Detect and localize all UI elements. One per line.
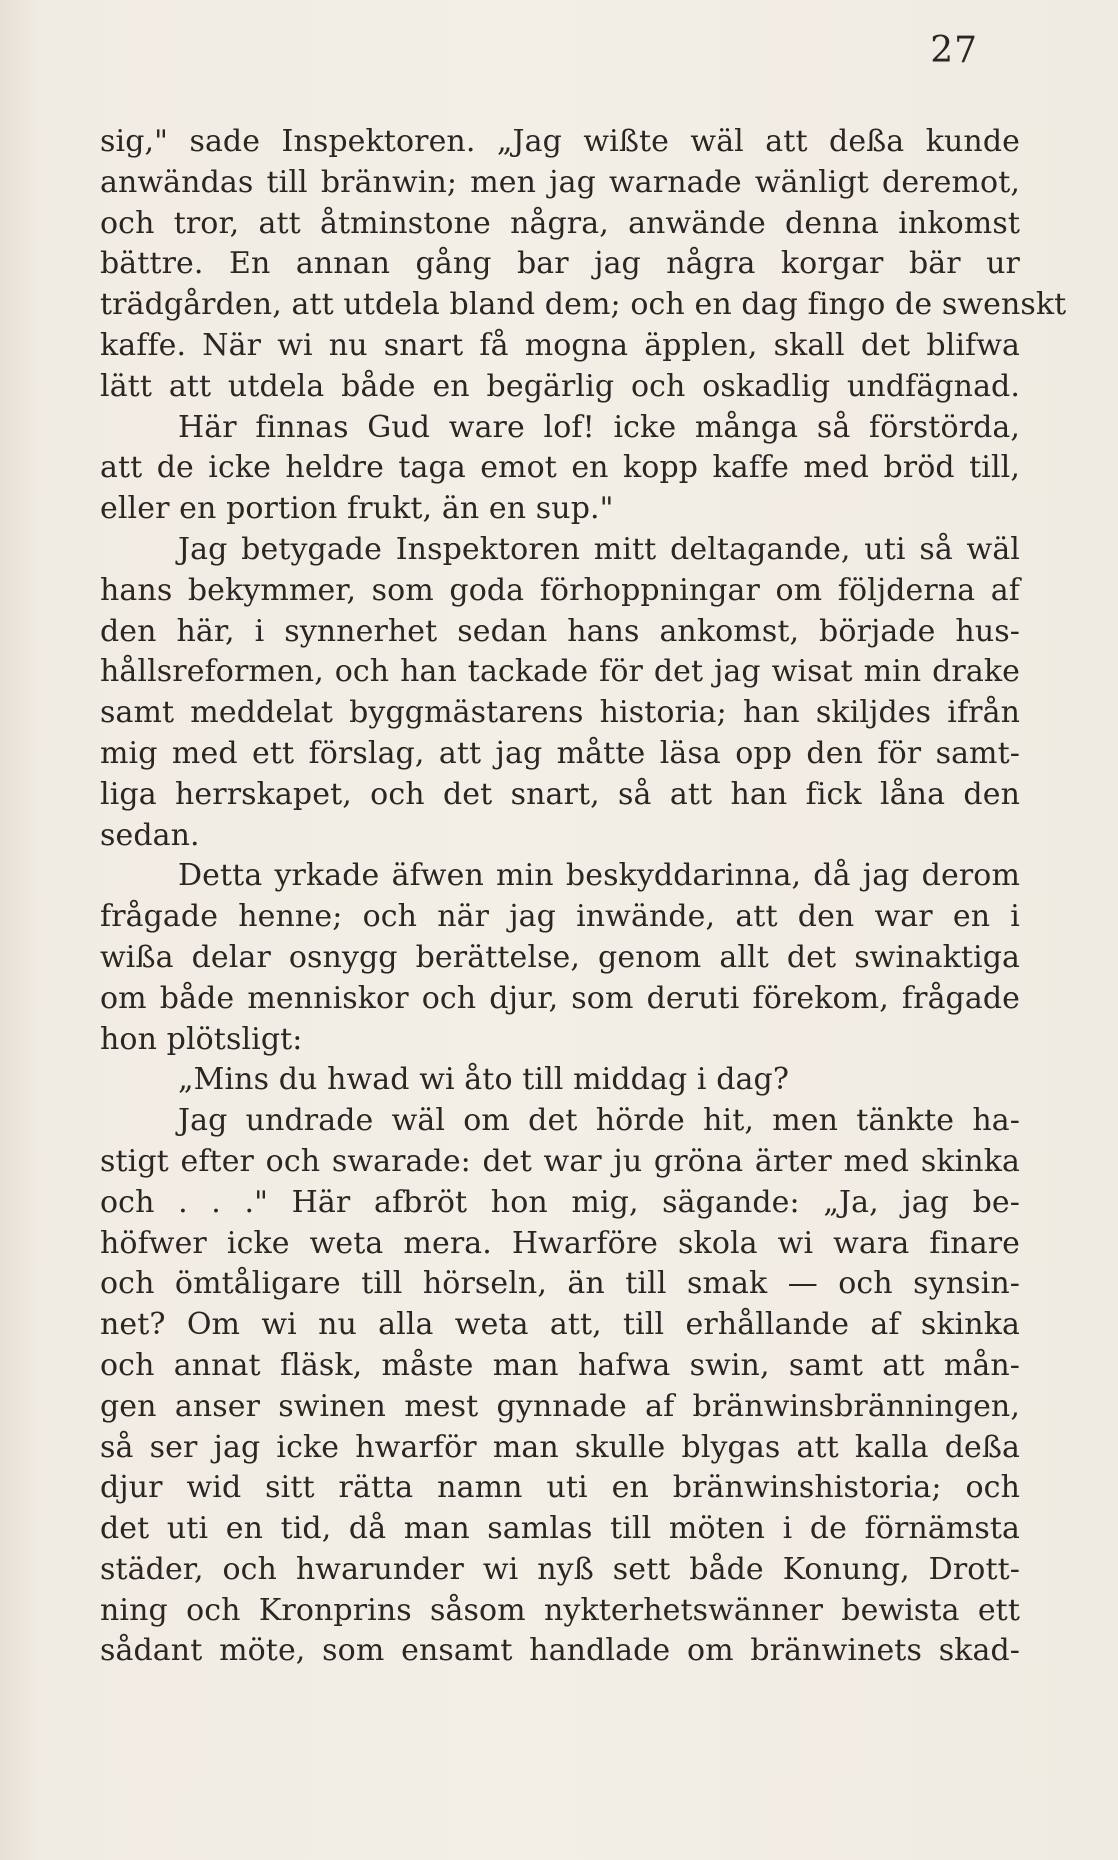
body-text <box>100 122 1067 1672</box>
text-line: det uti en tid, då man samlas till möten i de förnämsta <box>100 1511 1020 1547</box>
text-line: sig," sade Inspektoren. „Jag wißte wäl att deßa kunde <box>100 124 1020 159</box>
text-line: och . . ." Här afbröt hon mig, sägande: „Ja, jag be- <box>100 1184 1020 1220</box>
text-line: eller en portion frukt, än en sup." <box>100 491 614 527</box>
text-line: anwändas till bränwin; men jag warnade wänligt deremot, <box>100 164 1020 200</box>
text-line: hon plötsligt: <box>100 1021 303 1057</box>
text-line: djur wid sitt rätta namn uti en bränwinshistoria; och <box>100 1470 1020 1506</box>
text-line: Här finnas Gud ware lof! icke många så förstörda, <box>178 409 1020 445</box>
text-line: kaffe. När wi nu snart få mogna äpplen, skall det blifwa <box>100 327 1020 363</box>
text-line: städer, och hwarunder wi nyß sett både Konung, Drott- <box>100 1551 1020 1587</box>
text-line: bättre. En annan gång bar jag några korgar bär ur <box>100 246 1020 282</box>
text-line: sedan. <box>100 817 200 853</box>
text-line: lätt att utdela både en begärlig och oskadlig undfägnad. <box>100 368 1020 404</box>
text-line: om både menniskor och djur, som deruti förekom, frågade <box>100 980 1020 1016</box>
text-line: liga herrskapet, och det snart, så att han fick låna den <box>100 776 1020 812</box>
text-line: frågade henne; och när jag inwände, att den war en i <box>100 899 1020 935</box>
text-line: wißa delar osnygg berättelse, genom allt det swinaktiga <box>100 939 1020 975</box>
text-line: och ömtåligare till hörseln, än till smak — och synsin- <box>100 1266 1020 1302</box>
text-line: och tror, att åtminstone några, anwände denna inkomst <box>100 205 1020 241</box>
text-line: så ser jag icke hwarför man skulle blygas att kalla deßa <box>100 1429 1020 1465</box>
text-line: net? Om wi nu alla weta att, till erhållande af skinka <box>100 1307 1020 1343</box>
text-line: „Mins du hwad wi åto till middag i dag? <box>178 1062 790 1098</box>
text-line: mig med ett förslag, att jag måtte läsa opp den för samt- <box>100 735 1020 771</box>
page-number: 27 <box>930 30 978 71</box>
text-line: stigt efter och swarade: det war ju gröna ärter med skinka <box>100 1143 1020 1179</box>
text-line: Detta yrkade äfwen min beskyddarinna, då jag derom <box>178 858 1020 894</box>
text-line: sådant möte, som ensamt handlade om bränwinets skad- <box>100 1633 1020 1669</box>
text-line: att de icke heldre taga emot en kopp kaffe med bröd till, <box>100 450 1020 486</box>
text-line: hållsreformen, och han tackade för det jag wisat min drake <box>100 654 1020 690</box>
text-line: och annat fläsk, måste man hafwa swin, samt att mån- <box>100 1347 1020 1383</box>
text-line: hans bekymmer, som goda förhoppningar om följderna af <box>100 572 1020 608</box>
text-line: trädgården, att utdela bland dem; och en dag fingo de swenskt <box>100 287 1067 323</box>
text-line: den här, i synnerhet sedan hans ankomst, började hus- <box>100 613 1020 649</box>
text-line: Jag undrade wäl om det hörde hit, men tänkte ha- <box>178 1103 1020 1139</box>
text-line: höfwer icke weta mera. Hwarföre skola wi wara finare <box>100 1225 1020 1261</box>
text-line: samt meddelat byggmästarens historia; han skiljdes ifrån <box>100 695 1020 731</box>
text-line: gen anser swinen mest gynnade af bränwinsbränningen, <box>100 1388 1020 1424</box>
text-line: ning och Kronprins såsom nykterhetswänner bewista ett <box>100 1592 1020 1628</box>
text-line: Jag betygade Inspektoren mitt deltagande, uti så wäl <box>178 531 1020 567</box>
